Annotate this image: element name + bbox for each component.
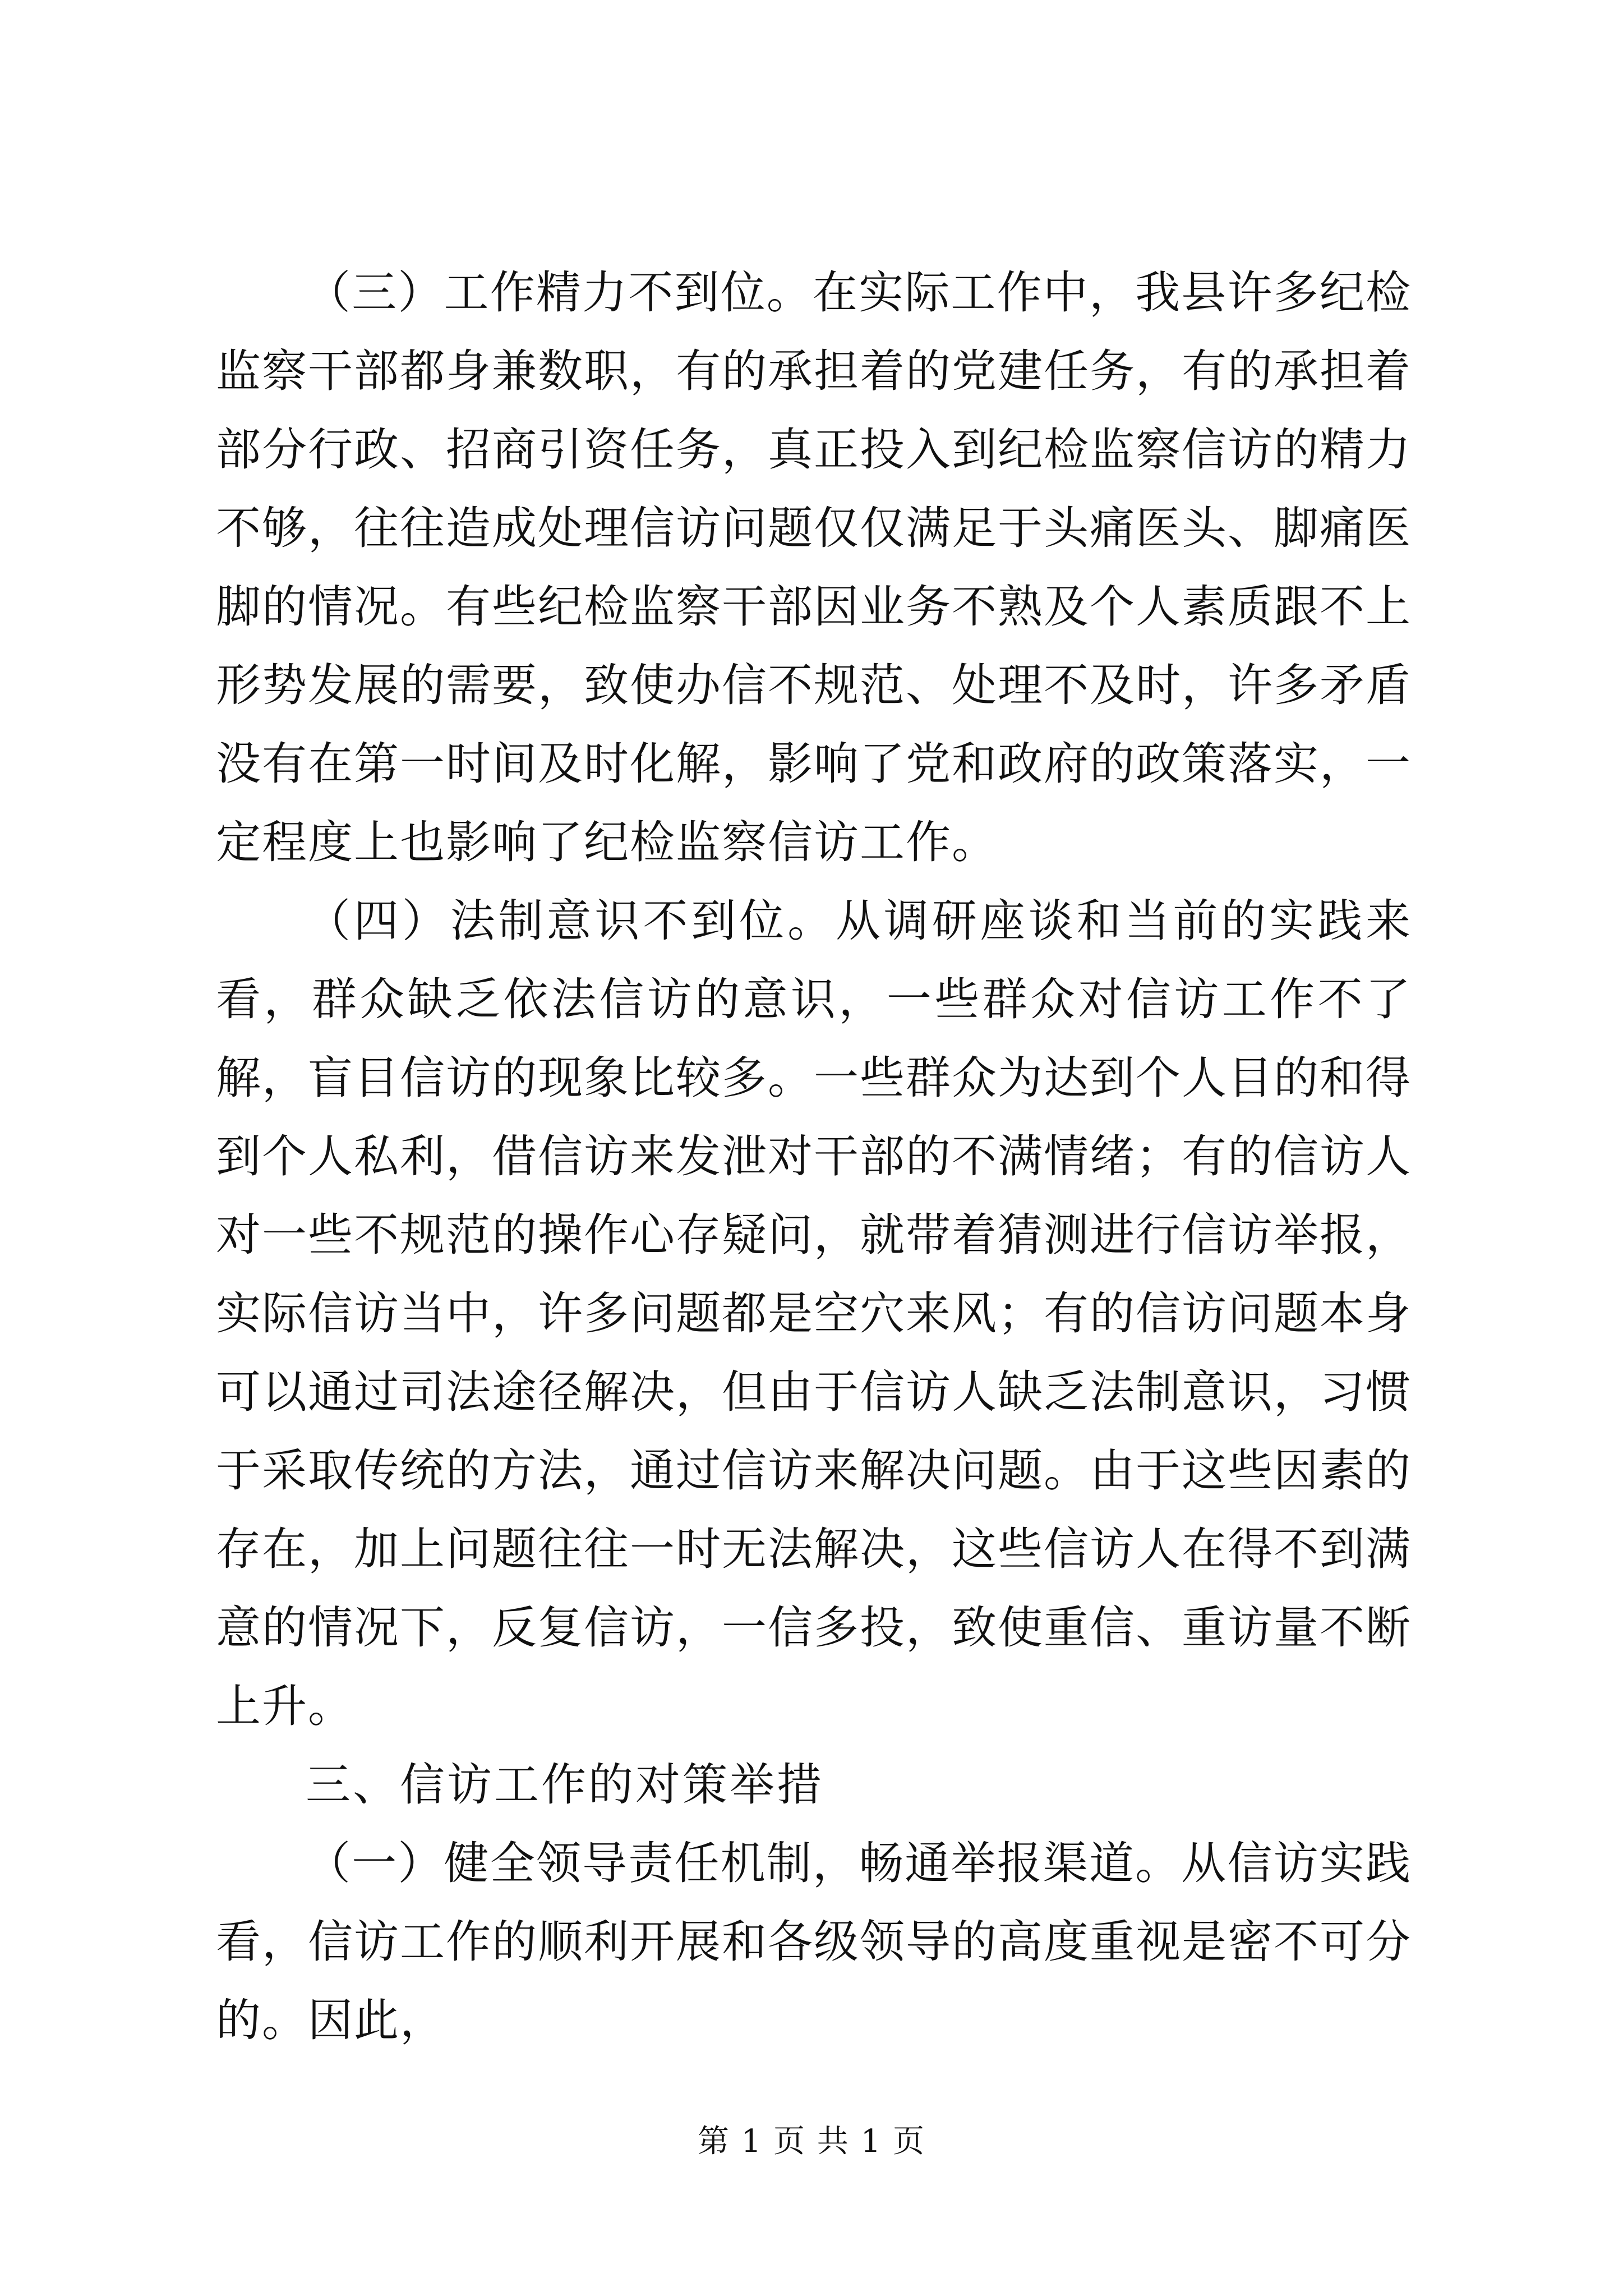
section-heading: 三、信访工作的对策举措	[306, 1759, 824, 1811]
page-footer: 第 1 页 共 1 页	[697, 2123, 926, 2160]
document-body	[216, 254, 1412, 2060]
paragraph-legal-awareness: （四）法制意识不到位。从调研座谈和当前的实践来看，群众缺乏依法信访的意识，一些群众对信访工作不了解，盲目信访的现象比较多。一些群众为达到个人目的和得到个人私利，借信访来发泄对干部的不满情绪；有的信访人对一些不规范的操作心存疑问，就带着猜测进行信访举报，实际信访当中，许多问题都是空穴来风；有的信访问题本身可以通过司法途径解决，但由于信访人缺乏法制意识，习惯于采取传统的方法，通过信访来解决问题。由于这些因素的存在，加上问题往往一时无法解决，这些信访人在得不到满意的情况下，反复信访，一信多投，致使重信、重访量不断上升。	[216, 895, 1412, 1732]
paragraph-work-energy: （三）工作精力不到位。在实际工作中，我县许多纪检监察干部都身兼数职，有的承担着的党建任务，有的承担着部分行政、招商引资任务，真正投入到纪检监察信访的精力不够，往往造成处理信访问题仅仅满足于头痛医头、脚痛医脚的情况。有些纪检监察干部因业务不熟及个人素质跟不上形势发展的需要，致使办信不规范、处理不及时，许多矛盾没有在第一时间及时化解，影响了党和政府的政策落实，一定程度上也影响了纪检监察信访工作。	[216, 266, 1412, 868]
paragraph-leadership-mechanism: （一）健全领导责任机制，畅通举报渠道。从信访实践看，信访工作的顺利开展和各级领导的高度重视是密不可分的。因此，	[216, 1837, 1412, 2046]
